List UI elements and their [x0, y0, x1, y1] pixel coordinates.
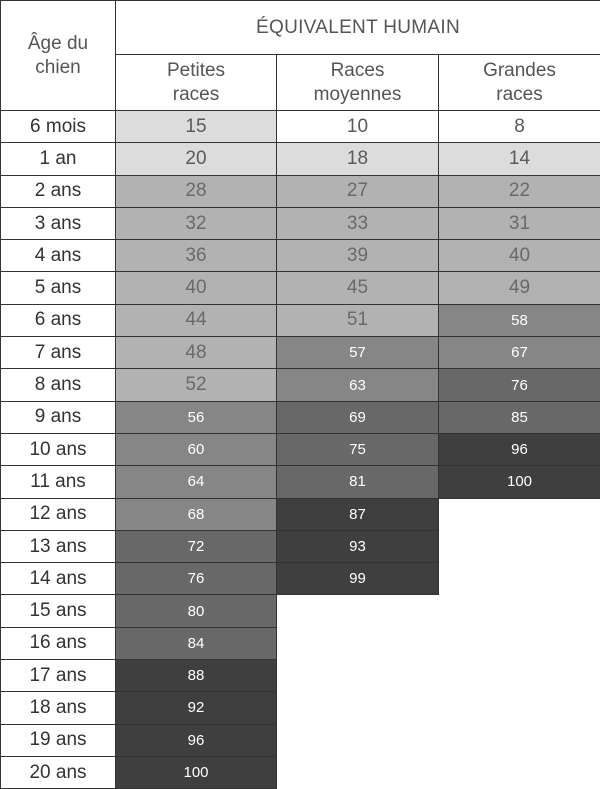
value-cell: 63 — [277, 369, 439, 401]
table-row — [1, 563, 600, 595]
age-cell: 5 ans — [1, 272, 116, 304]
table-row — [1, 530, 600, 562]
empty-cell — [439, 692, 600, 724]
value-cell: 76 — [116, 563, 277, 595]
age-column-header: Âge du chien — [1, 1, 116, 111]
value-cell: 67 — [439, 337, 600, 369]
age-cell: 12 ans — [1, 498, 116, 530]
value-cell: 18 — [277, 143, 439, 175]
table-row — [1, 337, 600, 369]
value-cell: 57 — [277, 337, 439, 369]
value-cell: 92 — [116, 692, 277, 724]
value-cell: 88 — [116, 660, 277, 692]
value-cell: 52 — [116, 369, 277, 401]
empty-cell — [439, 660, 600, 692]
empty-cell — [277, 595, 439, 627]
value-cell: 51 — [277, 304, 439, 336]
table-row — [1, 433, 600, 465]
value-cell: 32 — [116, 207, 277, 239]
column-header-large-breeds: Grandes races — [439, 55, 600, 111]
column-header-medium-breeds: Races moyennes — [277, 55, 439, 111]
value-cell: 100 — [116, 756, 277, 788]
value-cell: 14 — [439, 143, 600, 175]
value-cell: 80 — [116, 595, 277, 627]
age-cell: 20 ans — [1, 756, 116, 788]
value-cell: 56 — [116, 401, 277, 433]
value-cell: 84 — [116, 627, 277, 659]
value-cell: 85 — [439, 401, 600, 433]
age-cell: 10 ans — [1, 433, 116, 465]
age-cell: 6 ans — [1, 304, 116, 336]
value-cell: 15 — [116, 111, 277, 143]
age-cell: 17 ans — [1, 660, 116, 692]
age-cell: 19 ans — [1, 724, 116, 756]
value-cell: 40 — [116, 272, 277, 304]
table-row — [1, 272, 600, 304]
value-cell: 68 — [116, 498, 277, 530]
human-equivalent-header: ÉQUIVALENT HUMAIN — [116, 1, 600, 55]
age-cell: 2 ans — [1, 175, 116, 207]
age-cell: 1 an — [1, 143, 116, 175]
value-cell: 81 — [277, 466, 439, 498]
value-cell: 40 — [439, 240, 600, 272]
value-cell: 75 — [277, 433, 439, 465]
empty-cell — [277, 724, 439, 756]
table-row — [1, 724, 600, 756]
value-cell: 28 — [116, 175, 277, 207]
value-cell: 33 — [277, 207, 439, 239]
empty-cell — [277, 660, 439, 692]
value-cell: 49 — [439, 272, 600, 304]
value-cell: 64 — [116, 466, 277, 498]
age-cell: 14 ans — [1, 563, 116, 595]
empty-cell — [439, 595, 600, 627]
age-cell: 8 ans — [1, 369, 116, 401]
value-cell: 10 — [277, 111, 439, 143]
value-cell: 100 — [439, 466, 600, 498]
table-row — [1, 143, 600, 175]
value-cell: 87 — [277, 498, 439, 530]
table-row — [1, 466, 600, 498]
age-cell: 6 mois — [1, 111, 116, 143]
age-cell: 16 ans — [1, 627, 116, 659]
table-row — [1, 369, 600, 401]
empty-cell — [277, 692, 439, 724]
empty-cell — [439, 627, 600, 659]
age-cell: 4 ans — [1, 240, 116, 272]
empty-cell — [439, 756, 600, 788]
value-cell: 22 — [439, 175, 600, 207]
empty-cell — [277, 756, 439, 788]
value-cell: 27 — [277, 175, 439, 207]
value-cell: 31 — [439, 207, 600, 239]
age-cell: 3 ans — [1, 207, 116, 239]
value-cell: 96 — [116, 724, 277, 756]
table-row — [1, 660, 600, 692]
value-cell: 36 — [116, 240, 277, 272]
table-row — [1, 111, 600, 143]
age-cell: 15 ans — [1, 595, 116, 627]
age-cell: 11 ans — [1, 466, 116, 498]
header-row-top — [1, 1, 600, 55]
value-cell: 45 — [277, 272, 439, 304]
value-cell: 48 — [116, 337, 277, 369]
value-cell: 8 — [439, 111, 600, 143]
empty-cell — [439, 498, 600, 530]
table-row — [1, 756, 600, 788]
empty-cell — [439, 563, 600, 595]
age-cell: 7 ans — [1, 337, 116, 369]
table-row — [1, 240, 600, 272]
table-row — [1, 175, 600, 207]
value-cell: 69 — [277, 401, 439, 433]
table-row — [1, 692, 600, 724]
value-cell: 93 — [277, 530, 439, 562]
value-cell: 99 — [277, 563, 439, 595]
table-row — [1, 304, 600, 336]
value-cell: 44 — [116, 304, 277, 336]
table-body — [1, 111, 600, 789]
value-cell: 20 — [116, 143, 277, 175]
table-row — [1, 401, 600, 433]
value-cell: 60 — [116, 433, 277, 465]
empty-cell — [277, 627, 439, 659]
age-cell: 9 ans — [1, 401, 116, 433]
table-row — [1, 595, 600, 627]
value-cell: 72 — [116, 530, 277, 562]
empty-cell — [439, 530, 600, 562]
value-cell: 76 — [439, 369, 600, 401]
value-cell: 96 — [439, 433, 600, 465]
value-cell: 58 — [439, 304, 600, 336]
age-cell: 13 ans — [1, 530, 116, 562]
value-cell: 39 — [277, 240, 439, 272]
empty-cell — [439, 724, 600, 756]
column-header-small-breeds: Petites races — [116, 55, 277, 111]
table-row — [1, 498, 600, 530]
table-row — [1, 207, 600, 239]
table-row — [1, 627, 600, 659]
age-cell: 18 ans — [1, 692, 116, 724]
